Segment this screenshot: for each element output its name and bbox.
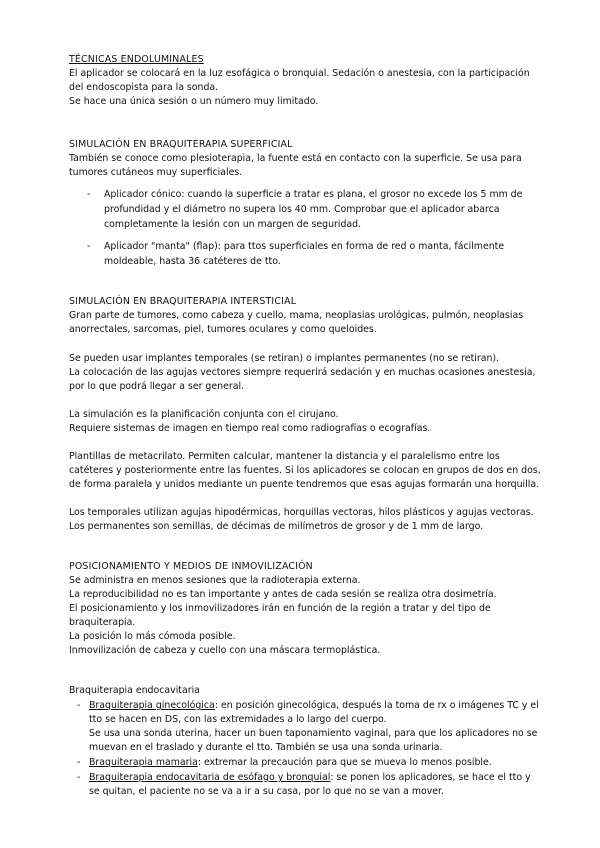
paragraph-line: Se administra en menos sesiones que la radioterapia externa. — [69, 575, 361, 586]
bullet-line: Aplicador cónico: cuando la superficie a tratar es plana, el grosor no excede los 5 mm de — [104, 189, 523, 200]
list-item-text: : se ponen los aplicadores, se hace el tto y — [330, 772, 531, 783]
paragraph-line: La colocación de las agujas vectores siempre requerirá sedación y en muchas ocasiones anestesia, — [69, 367, 536, 378]
bullet-line: Aplicador "manta" (flap): para ttos superficiales en forma de red o manta, fácilmente — [104, 241, 505, 252]
list-item-line: muevan en el traslado y durante el tto. También se usa una sonda urinaria. — [89, 742, 443, 753]
list-item-term: Braquiterapia mamaria — [89, 757, 198, 768]
paragraph-line: de forma paralela y unidos mediante un puente tendremos que esas agujas formarán una horquilla. — [69, 479, 540, 490]
bullet-line: moldeable, hasta 36 catéteres de tto. — [104, 256, 281, 267]
list-item-esofago — [89, 771, 531, 785]
section-title-superficial: SIMULACIÓN EN BRAQUITERAPIA SUPERFICIAL — [69, 139, 293, 150]
paragraph-line: Gran parte de tumores, como cabeza y cuello, mama, neoplasias urológicas, pulmón, neoplasias — [69, 310, 524, 321]
section-title-endocavitaria: Braquiterapia endocavitaria — [69, 685, 200, 696]
list-item-text: : extremar la precaución para que se mueva lo menos posible. — [197, 757, 492, 768]
bullet-line: completamente la lesión con un margen de seguridad. — [104, 219, 362, 230]
paragraph-line: anorrectales, sarcomas, piel, tumores oculares y como queloides. — [69, 324, 377, 335]
paragraph-line: Plantillas de metacrilato. Permiten calcular, mantener la distancia y el paralelismo entre los — [69, 451, 500, 462]
paragraph-line: del endoscopista para la sonda. — [69, 82, 219, 93]
paragraph-line: Requiere sistemas de imagen en tiempo real como radiografías o ecografías. — [69, 423, 431, 434]
list-item-line: se quitan, el paciente no se va a ir a su casa, por lo que no se van a mover. — [89, 786, 445, 797]
paragraph-line: por lo que podrá llegar a ser general. — [69, 381, 245, 392]
bullet-dash: - — [87, 189, 91, 200]
list-item-term: Braquiterapia ginecológica — [89, 700, 215, 711]
list-item-line: Se usa una sonda uterina, hacer un buen taponamiento vaginal, para que los aplicadores no se — [89, 728, 538, 739]
section-title-endoluminales: TÉCNICAS ENDOLUMINALES — [69, 54, 204, 65]
paragraph-line: braquiterapia. — [69, 617, 136, 628]
paragraph-line: tumores cutáneos muy superficiales. — [69, 167, 243, 178]
list-item-ginecologica — [89, 699, 539, 713]
list-item-term: Braquiterapia endocavitaria de esófago y bronquial — [89, 772, 331, 783]
paragraph-line: La posición lo más cómoda posible. — [69, 631, 236, 642]
bullet-line: profundidad y el diámetro no supera los 40 mm. Comprobar que el aplicador abarca — [104, 204, 500, 215]
section-title-posicionamiento: POSICIONAMIENTO Y MEDIOS DE INMOVILIZACIÓN — [69, 561, 313, 572]
list-dash: - — [77, 757, 81, 768]
section-title-intersticial: SIMULACIÓN EN BRAQUITERAPIA INTERSTICIAL — [69, 296, 297, 307]
paragraph-line: Los permanentes son semillas, de décimas de milímetros de grosor y de 1 mm de largo. — [69, 521, 484, 532]
paragraph-line: La reproducibilidad no es tan importante y antes de cada sesión se realiza otra dosimetría. — [69, 589, 497, 600]
paragraph-line: Inmovilización de cabeza y cuello con una máscara termoplástica. — [69, 645, 381, 656]
bullet-dash: - — [87, 241, 91, 252]
paragraph-line: El posicionamiento y los inmovilizadores irán en función de la región a tratar y del tipo de — [69, 603, 491, 614]
list-dash: - — [77, 772, 81, 783]
paragraph-line: Se pueden usar implantes temporales (se retiran) o implantes permanentes (no se retiran). — [69, 353, 500, 364]
paragraph-line: catéteres y posteriormente entre las fuentes. Si los aplicadores se colocan en grupos de dos en dos, — [69, 465, 541, 476]
paragraph-line: El aplicador se colocará en la luz esofágica o bronquial. Sedación o anestesia, con la participación — [69, 68, 530, 79]
list-item-line: tto se hacen en DS, con las extremidades a lo largo del cuerpo. — [89, 714, 387, 725]
paragraph-line: La simulación es la planificación conjunta con el cirujano. — [69, 409, 339, 420]
list-item-text: : en posición ginecológica, después la toma de rx o imágenes TC y el — [214, 700, 539, 711]
list-dash: - — [77, 700, 81, 711]
paragraph-line: Los temporales utilizan agujas hipodérmicas, horquillas vectoras, hilos plásticos y agujas vectoras. — [69, 507, 534, 518]
paragraph-line: También se conoce como plesioterapia, la fuente está en contacto con la superficie. Se usa para — [69, 153, 522, 164]
list-item-mamaria — [89, 756, 492, 770]
paragraph-line: Se hace una única sesión o un número muy limitado. — [69, 96, 319, 107]
